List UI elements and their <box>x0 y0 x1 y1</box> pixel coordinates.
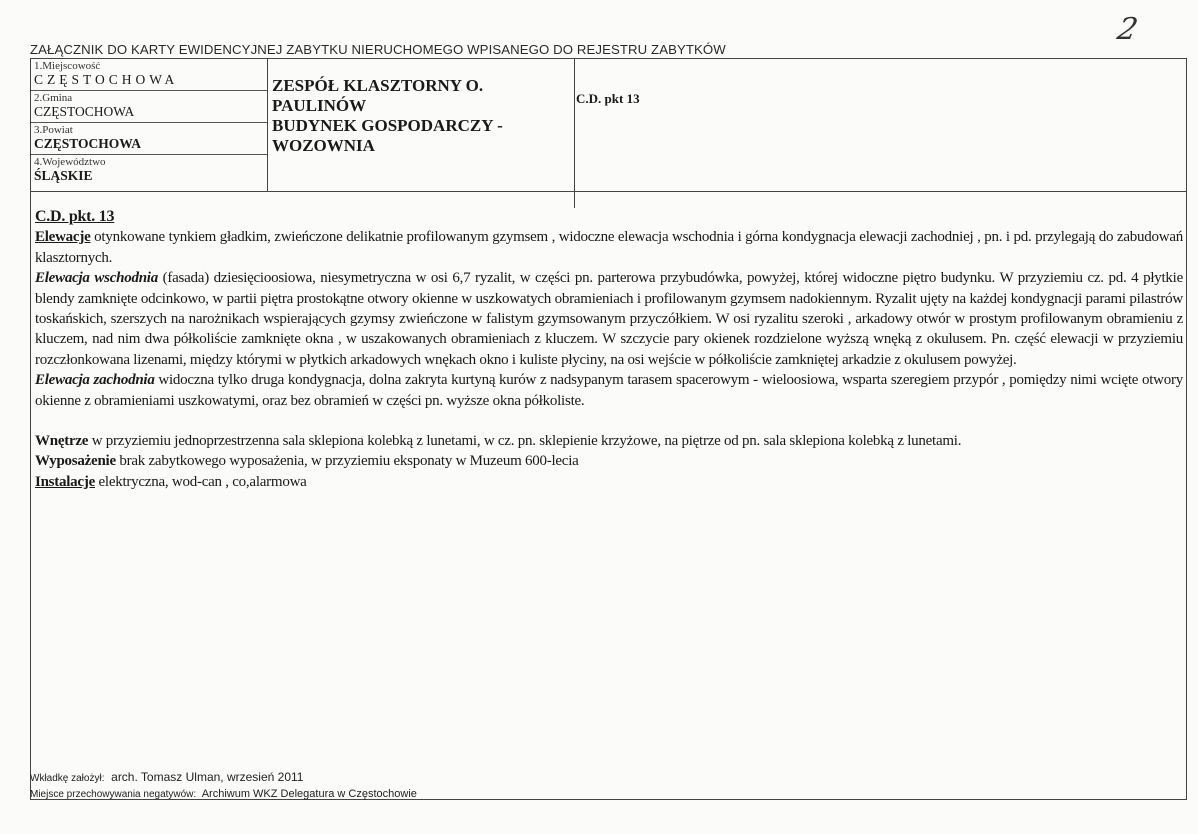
wnetrze-label: Wnętrze <box>35 433 89 450</box>
footer-storage <box>30 788 417 800</box>
instalacje-label: Instalacje <box>35 473 95 490</box>
storage-value: Archiwum WKZ Delegatura w Częstochowie <box>201 788 417 800</box>
object-name-line: WOZOWNIA <box>272 136 375 155</box>
powiat-value: CZĘSTOCHOWA <box>34 136 142 151</box>
miejscowosc-cell <box>31 59 267 91</box>
form-frame <box>30 58 1187 800</box>
gmina-cell <box>31 91 267 123</box>
wyposazenie-label: Wyposażenie <box>35 453 116 470</box>
author-label: Wkładkę założył: <box>30 773 105 784</box>
zachodnia-label: Elewacja zachodnia <box>35 372 155 389</box>
header-table <box>31 59 1186 192</box>
object-name-line: PAULINÓW <box>272 96 367 115</box>
footer-author <box>30 770 303 784</box>
section-title: C.D. pkt. 13 <box>35 208 115 225</box>
wyposazenie-text: brak zabytkowego wyposażenia, w przyziemiu eksponaty w Muzeum 600-lecia <box>115 453 579 470</box>
instalacje-text: elektryczna, wod-can , co,alarmowa <box>95 473 307 490</box>
wnetrze-text: w przyziemiu jednoprzestrzenna sala sklepiona kolebką z lunetami, w cz. pn. sklepienie krzyżowe, na piętrze od pn. sala sklepiona kolebką z lunetami. <box>88 433 962 450</box>
powiat-label: 3.Powiat <box>34 124 73 136</box>
document-title: ZAŁĄCZNIK DO KARTY EWIDENCYJNEJ ZABYTKU NIERUCHOMEGO WPISANEGO DO REJESTRU ZABYTKÓW <box>30 42 726 57</box>
miejscowosc-value: CZĘSTOCHOWA <box>34 72 179 87</box>
wschodnia-text: (fasada) dziesięcioosiowa, niesymetryczna w osi 6,7 ryzalit, w części pn. parterowa przybudówka, powyżej, której widoczne piętro budynku. W przyziemiu cz. pd. 4 płytkie blendy zamknięte odcinkowo, w partii piętra prostokątne otwory okienne w uszkowatych obramieniach i profilowanym gzymsem nadokiennym. Ryzalit ujęty na każdej kondygnacji parami pilastrów toskańskich, szerszych na narożnikach wspierających gzymsy zwieńczone w falistym gzymsowanym przyczółkiem. W osi ryzalitu szeroki , arkadowy otwór w prostym profilowanym obramieniu z kluczem, nad nim dwa półkoliście zamknięte okna , w uszakowanych obramieniach z kluczem. W szczycie pary okienek rozdzielone wyższą wnęką z okulusem. Pn. część elewacji w przyziemiu rozczłonkowana lizenami, między którymi w płytkich arkadowych wnękach okno i kuliste płyciny, na osi wejście w półkoliście zamkniętej arkadzie z okulusem powyżej. <box>35 270 1183 368</box>
author-value: arch. Tomasz Ulman, wrzesień 2011 <box>111 770 304 784</box>
elewacje-text: otynkowane tynkiem gładkim, zwieńczone delikatnie profilowanym gzymsem , widoczne elewacja wschodnia i górna kondygnacja elewacji zachodniej , pn. i pd. przylegają do zabudowań klasztornych. <box>35 229 1183 266</box>
wojewodztwo-label: 4.Województwo <box>34 156 106 168</box>
object-name <box>267 59 575 208</box>
wojewodztwo-cell <box>31 155 267 191</box>
zachodnia-text: widoczna tylko druga kondygnacja, dolna zakryta kurtyną kurów z nadsypanym tarasem spacerowym - wieloosiowa, wsparta szeregiem przypór , pomiędzy nimi wcięte otwory okienne z obramieniami uszkowatymi, oraz bez obramień w części pn. wyższe okna półkoliste. <box>35 372 1183 409</box>
gmina-label: 2.Gmina <box>34 92 73 104</box>
description-body <box>35 207 1183 492</box>
elewacje-label: Elewacje <box>35 229 91 246</box>
wschodnia-paragraph <box>35 268 1183 370</box>
gmina-value: CZĘSTOCHOWA <box>34 104 135 119</box>
wojewodztwo-value: ŚLĄSKIE <box>34 168 93 183</box>
instalacje-paragraph <box>35 472 1183 492</box>
elewacje-paragraph <box>35 227 1183 268</box>
zachodnia-paragraph <box>35 370 1183 411</box>
powiat-cell <box>31 123 267 155</box>
object-name-line: ZESPÓŁ KLASZTORNY O. <box>272 76 484 95</box>
wschodnia-label: Elewacja wschodnia <box>35 270 158 287</box>
miejscowosc-label: 1.Miejscowość <box>34 60 101 72</box>
storage-label: Miejsce przechowywania negatywów: <box>30 789 197 800</box>
cd-reference: C.D. pkt 13 <box>576 91 640 106</box>
wyposazenie-paragraph <box>35 451 1183 471</box>
location-column <box>31 59 268 191</box>
wnetrze-paragraph <box>35 431 1183 451</box>
object-name-line: BUDYNEK GOSPODARCZY - <box>272 116 503 135</box>
handwritten-page-number: 2 <box>1114 12 1141 47</box>
